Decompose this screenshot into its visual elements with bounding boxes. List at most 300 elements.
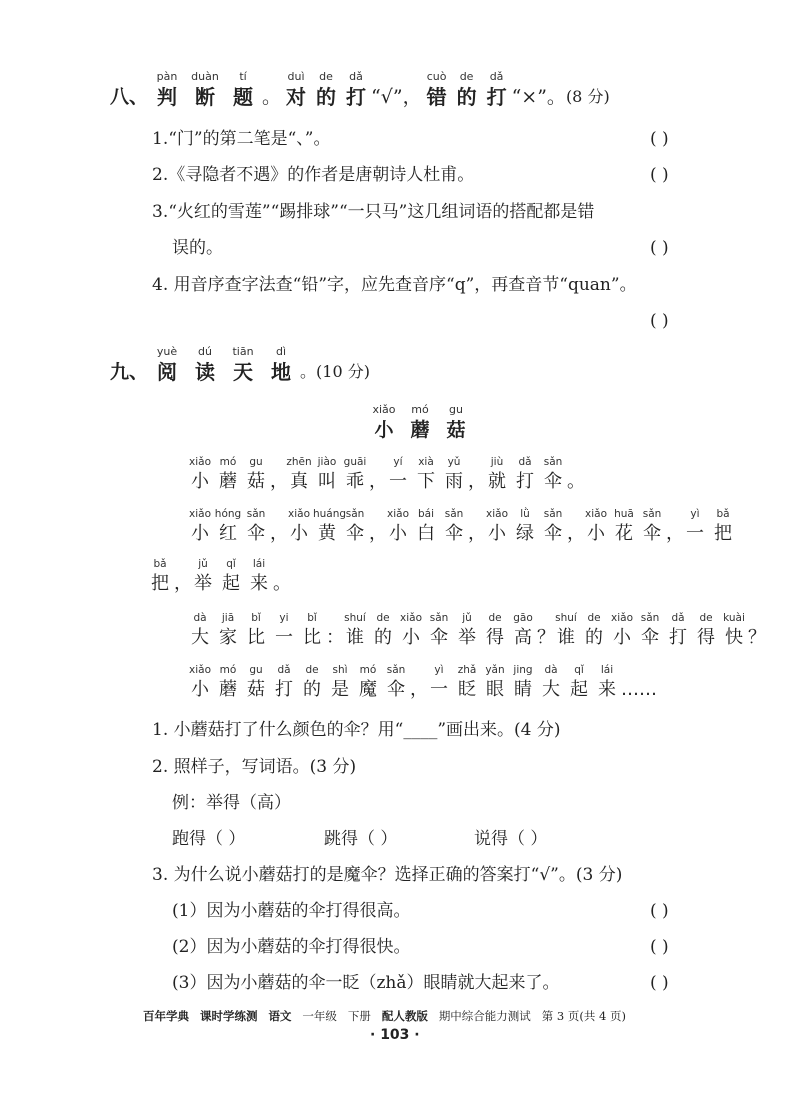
pinyin: dì — [275, 345, 287, 358]
hanzi: 高 — [514, 627, 532, 648]
pinyin: de — [699, 612, 713, 624]
s9-blank-1[interactable]: 跑得（ ） — [172, 829, 246, 849]
passage-char — [567, 455, 585, 495]
pinyin: xiǎo — [189, 508, 211, 520]
pinyin: xià — [418, 456, 434, 468]
passage-char — [298, 663, 326, 703]
instruction-char — [281, 70, 311, 110]
passage-char — [720, 611, 748, 651]
pinyin: sǎn — [642, 508, 662, 520]
passage-char — [440, 455, 468, 495]
pinyin: qǐ — [226, 558, 236, 570]
pinyin: dǎ — [277, 664, 291, 676]
pinyin: qǐ — [574, 664, 584, 676]
hanzi: 小 — [374, 419, 394, 441]
hanzi: ： — [326, 627, 344, 648]
s8-answer-box-4[interactable]: ( ) — [650, 311, 669, 331]
story-title-char — [366, 403, 402, 443]
footer-volume: 下册 — [347, 1009, 371, 1023]
pinyin: sǎn — [543, 456, 563, 468]
hanzi: 伞 — [445, 523, 463, 544]
passage-char — [664, 611, 692, 651]
passage-char — [425, 663, 453, 703]
hanzi: 阅 — [157, 360, 178, 384]
pinyin: sǎn — [386, 664, 406, 676]
hanzi: 的 — [456, 85, 477, 109]
hanzi: ？ — [537, 627, 555, 648]
section8-instruction-correct — [281, 70, 371, 110]
pinyin: mó — [411, 403, 429, 416]
hanzi: 大 — [191, 627, 209, 648]
pinyin: yí — [393, 456, 403, 468]
passage-char — [582, 507, 610, 547]
hanzi: 眼 — [486, 679, 504, 700]
hanzi: ， — [369, 523, 387, 544]
pinyin: gu — [249, 456, 263, 468]
hanzi: 魔 — [359, 679, 377, 700]
pinyin — [270, 507, 285, 521]
s9-option-box-3[interactable]: ( ) — [650, 973, 669, 993]
hanzi: 一 — [275, 627, 293, 648]
pinyin: xiǎo — [585, 508, 607, 520]
hanzi: 地 — [271, 360, 292, 384]
pinyin: yǎn — [485, 664, 505, 676]
hanzi: 伞 — [430, 627, 448, 648]
pinyin: guāi — [343, 456, 367, 468]
passage-char — [242, 455, 270, 495]
passage-char — [580, 611, 608, 651]
hanzi: 菇 — [247, 679, 265, 700]
pinyin: yi — [279, 612, 289, 624]
title-char — [262, 345, 300, 385]
hanzi: ， — [369, 471, 387, 492]
passage-char — [313, 455, 341, 495]
hanzi: 。 — [567, 471, 585, 492]
pinyin: tiān — [232, 345, 254, 358]
hanzi: 伞 — [643, 523, 661, 544]
pinyin — [174, 557, 189, 571]
hanzi: 叫 — [318, 471, 336, 492]
s9-option-box-2[interactable]: ( ) — [650, 937, 669, 957]
passage-char — [384, 455, 412, 495]
pinyin: zhēn — [286, 456, 312, 468]
footer-edition: 配人教版 — [381, 1009, 428, 1023]
passage-char — [326, 611, 344, 651]
hanzi: 打 — [275, 679, 293, 700]
section8-heading — [110, 70, 610, 110]
footer-test: 期中综合能力测试 — [438, 1009, 531, 1023]
passage-char — [341, 611, 369, 651]
section8-title — [148, 70, 262, 110]
passage-char — [189, 557, 217, 597]
hanzi: 伞 — [387, 679, 405, 700]
passage-char — [610, 507, 638, 547]
pinyin: sǎn — [246, 508, 266, 520]
hanzi: 黄 — [318, 523, 336, 544]
hanzi: 伞 — [641, 627, 659, 648]
footer-brand: 百年学典 — [143, 1009, 189, 1023]
passage-char — [692, 611, 720, 651]
passage-char — [537, 611, 555, 651]
pinyin: cuò — [426, 70, 447, 83]
pinyin — [326, 611, 341, 625]
s9-blank-2[interactable]: 跳得（ ） — [324, 829, 398, 849]
passage-char — [298, 611, 326, 651]
s9-option-3: (3）因为小蘑菇的伞一眨（zhǎ）眼睛就大起来了。 — [172, 973, 560, 993]
pinyin: shuí — [344, 612, 366, 624]
pinyin: yì — [434, 664, 444, 676]
hanzi: 小 — [290, 523, 308, 544]
passage-char — [382, 663, 410, 703]
passage-char — [214, 663, 242, 703]
pinyin: bǎ — [716, 508, 730, 520]
pinyin — [621, 663, 636, 677]
section8-instruction-wrong — [422, 70, 512, 110]
hanzi: 快 — [725, 627, 743, 648]
s9-option-2: (2）因为小蘑菇的伞打得很快。 — [172, 937, 411, 957]
passage-char — [552, 611, 580, 651]
passage-char — [273, 557, 291, 597]
passage-char — [410, 663, 428, 703]
hanzi: ， — [410, 679, 428, 700]
pinyin — [537, 611, 552, 625]
pinyin: jǔ — [462, 612, 472, 624]
hanzi: ， — [468, 471, 486, 492]
passage-char — [186, 455, 214, 495]
pinyin: dà — [193, 612, 207, 624]
pinyin: xiǎo — [611, 612, 633, 624]
pinyin: jǔ — [198, 558, 208, 570]
story-title-char — [438, 403, 474, 443]
hanzi: 小 — [191, 679, 209, 700]
hanzi: 比 — [303, 627, 321, 648]
hanzi: 菇 — [247, 471, 265, 492]
passage-char — [397, 611, 425, 651]
passage-char — [440, 507, 468, 547]
pinyin: xiǎo — [372, 403, 396, 416]
hanzi: 谁 — [346, 627, 364, 648]
hanzi: 伞 — [247, 523, 265, 544]
pinyin: hóng — [214, 508, 242, 520]
pinyin: jiào — [317, 456, 337, 468]
hanzi: 起 — [570, 679, 588, 700]
title-char — [186, 345, 224, 385]
pinyin: xiǎo — [288, 508, 310, 520]
s9-blank-3[interactable]: 说得（ ） — [474, 829, 548, 849]
title-char — [148, 345, 186, 385]
hanzi: 举 — [458, 627, 476, 648]
hanzi: 断 — [195, 85, 216, 109]
hanzi: 红 — [219, 523, 237, 544]
passage-char — [326, 663, 354, 703]
pinyin: yì — [690, 508, 700, 520]
title-char — [148, 70, 186, 110]
hanzi: 一 — [389, 471, 407, 492]
pinyin: jiù — [490, 456, 504, 468]
hanzi: ， — [270, 523, 288, 544]
hanzi: ？ — [748, 627, 766, 648]
section9-number: 九、 — [110, 361, 149, 383]
pinyin: xiǎo — [189, 664, 211, 676]
passage-char — [537, 663, 565, 703]
passage-char — [468, 507, 486, 547]
hanzi: 雨 — [445, 471, 463, 492]
hanzi: 眨 — [458, 679, 476, 700]
passage-char — [242, 611, 270, 651]
hanzi: 家 — [219, 627, 237, 648]
story-title — [366, 403, 474, 443]
hanzi: 来 — [250, 573, 268, 594]
passage-char — [483, 507, 511, 547]
hanzi: 得 — [486, 627, 504, 648]
hanzi: 错 — [426, 85, 447, 109]
passage-char — [285, 507, 313, 547]
pinyin: dǎ — [489, 70, 504, 83]
hanzi: 来 — [598, 679, 616, 700]
passage-char — [412, 507, 440, 547]
pinyin: sǎn — [640, 612, 660, 624]
hanzi: 打 — [516, 471, 534, 492]
passage-char — [341, 507, 369, 547]
pinyin: lái — [600, 664, 614, 676]
instruction-char — [422, 70, 452, 110]
instruction-char — [341, 70, 371, 110]
s8-answer-box-2[interactable]: ( ) — [650, 165, 669, 185]
title-char — [224, 345, 262, 385]
pinyin: zhǎ — [457, 664, 477, 676]
s9-option-box-1[interactable]: ( ) — [650, 901, 669, 921]
section9-title — [148, 345, 300, 385]
footer-subject: 语文 — [268, 1009, 292, 1023]
pinyin: mó — [219, 456, 237, 468]
s8-answer-box-3[interactable]: ( ) — [650, 238, 669, 258]
passage-line — [146, 557, 291, 597]
pinyin: gu — [249, 664, 263, 676]
passage-char — [384, 507, 412, 547]
passage-line — [186, 455, 585, 495]
passage-char — [186, 507, 214, 547]
pinyin: dà — [544, 664, 558, 676]
hanzi: 题 — [233, 85, 254, 109]
section8-score: (8 分) — [565, 87, 610, 106]
hanzi: ， — [666, 523, 684, 544]
pinyin: xiǎo — [189, 456, 211, 468]
s8-answer-box-1[interactable]: ( ) — [650, 129, 669, 149]
hanzi: …… — [621, 679, 657, 700]
pinyin — [567, 455, 582, 469]
hanzi: 真 — [290, 471, 308, 492]
passage-char — [509, 663, 537, 703]
pinyin: de — [305, 664, 319, 676]
pinyin: xiǎo — [400, 612, 422, 624]
passage-char — [539, 455, 567, 495]
passage-char — [313, 507, 347, 547]
s9-question-2-example: 例：举得（高） — [172, 793, 291, 813]
passage-char — [511, 455, 539, 495]
hanzi: 菇 — [446, 419, 466, 441]
passage-char — [748, 611, 766, 651]
pinyin — [567, 507, 582, 521]
passage-char — [621, 663, 657, 703]
passage-char — [539, 507, 567, 547]
pinyin: de — [488, 612, 502, 624]
passage-char — [217, 557, 245, 597]
pinyin: sǎn — [345, 508, 365, 520]
pinyin: de — [376, 612, 390, 624]
passage-line — [186, 663, 657, 703]
hanzi: 的 — [585, 627, 603, 648]
passage-char — [481, 611, 509, 651]
hanzi: 打 — [669, 627, 687, 648]
passage-char — [425, 611, 453, 651]
passage-char — [270, 611, 298, 651]
title-char — [186, 70, 224, 110]
pinyin: bái — [417, 508, 435, 520]
section8-mark-cross: “×”。 — [511, 86, 566, 108]
passage-char — [453, 611, 481, 651]
passage-char — [354, 663, 382, 703]
s8-question-1: 1.“门”的第二笔是“、”。 — [152, 129, 331, 149]
pinyin: duàn — [191, 70, 219, 83]
pinyin: sǎn — [429, 612, 449, 624]
pinyin — [369, 455, 384, 469]
passage-char — [511, 507, 539, 547]
story-title-char — [402, 403, 438, 443]
pinyin: duì — [287, 70, 305, 83]
passage-char — [174, 557, 192, 597]
passage-char — [369, 507, 387, 547]
hanzi: 对 — [286, 85, 307, 109]
section8-mark-check: “√”， — [371, 86, 422, 108]
pinyin — [666, 507, 681, 521]
section8-sep: 。 — [262, 86, 282, 108]
passage-char — [369, 455, 387, 495]
pinyin: huáng — [313, 508, 347, 520]
pinyin: de — [319, 70, 333, 83]
passage-char — [481, 663, 509, 703]
passage-char — [468, 455, 486, 495]
hanzi: 。 — [273, 573, 291, 594]
instruction-char — [482, 70, 512, 110]
hanzi: 天 — [233, 360, 254, 384]
pinyin — [273, 557, 288, 571]
hanzi: 睛 — [514, 679, 532, 700]
hanzi: 打 — [486, 85, 507, 109]
passage-char — [681, 507, 709, 547]
pinyin: xiǎo — [486, 508, 508, 520]
s8-question-4: 4. 用音序查字法查“铅”字，应先查音序“q”，再查音节“quan”。 — [152, 275, 637, 295]
pinyin: shì — [332, 664, 348, 676]
hanzi: 蘑 — [219, 679, 237, 700]
hanzi: 小 — [191, 523, 209, 544]
hanzi: 把 — [714, 523, 732, 544]
instruction-char — [452, 70, 482, 110]
pinyin: dú — [198, 345, 212, 358]
footer-line — [143, 1008, 626, 1024]
s8-question-3: 3.“火红的雪莲”“踢排球”“一只马”这几组词语的搭配都是错 — [152, 202, 595, 222]
section8-number: 八、 — [110, 86, 149, 108]
pinyin — [270, 455, 285, 469]
s8-question-2: 2.《寻隐者不遇》的作者是唐朝诗人杜甫。 — [152, 165, 475, 185]
pinyin: lái — [252, 558, 266, 570]
passage-char — [214, 507, 242, 547]
hanzi: 小 — [389, 523, 407, 544]
hanzi: 一 — [686, 523, 704, 544]
section9-score: 。(10 分) — [300, 362, 370, 381]
hanzi: 一 — [430, 679, 448, 700]
hanzi: 大 — [542, 679, 560, 700]
pinyin — [748, 611, 763, 625]
passage-char — [245, 557, 273, 597]
hanzi: ， — [567, 523, 585, 544]
passage-char — [242, 663, 270, 703]
pinyin: dǎ — [671, 612, 685, 624]
passage-char — [186, 611, 214, 651]
hanzi: 下 — [417, 471, 435, 492]
instruction-char — [311, 70, 341, 110]
hanzi: 小 — [587, 523, 605, 544]
pinyin — [468, 507, 483, 521]
hanzi: 蘑 — [410, 419, 430, 441]
pinyin: kuài — [723, 612, 745, 624]
passage-char — [593, 663, 621, 703]
pinyin: yuè — [156, 345, 178, 358]
pinyin: dǎ — [518, 456, 532, 468]
passage-char — [186, 663, 214, 703]
hanzi: 打 — [346, 85, 367, 109]
footer-grade: 一年级 — [302, 1009, 337, 1023]
page-number: · 103 · — [370, 1027, 420, 1043]
hanzi: 的 — [374, 627, 392, 648]
passage-char — [270, 663, 298, 703]
hanzi: 绿 — [516, 523, 534, 544]
hanzi: ， — [270, 471, 288, 492]
passage-char — [636, 611, 664, 651]
passage-char — [242, 507, 270, 547]
s9-question-1: 1. 小蘑菇打了什么颜色的伞？用“____”画出来。(4 分) — [152, 720, 561, 740]
hanzi: ， — [174, 573, 192, 594]
s9-option-1: (1）因为小蘑菇的伞打得很高。 — [172, 901, 411, 921]
pinyin — [468, 455, 483, 469]
section9-heading — [110, 345, 370, 385]
pinyin: sǎn — [543, 508, 563, 520]
passage-line — [186, 611, 766, 651]
pinyin — [410, 663, 425, 677]
passage-char — [709, 507, 737, 547]
pinyin: yǔ — [447, 456, 461, 468]
footer-series: 课时学练测 — [199, 1009, 258, 1023]
pinyin: gu — [449, 403, 463, 416]
hanzi: 伞 — [346, 523, 364, 544]
pinyin: pàn — [156, 70, 178, 83]
pinyin: xiǎo — [387, 508, 409, 520]
pinyin: jiā — [221, 612, 235, 624]
pinyin: gāo — [513, 612, 533, 624]
passage-char — [270, 507, 288, 547]
pinyin: tí — [239, 70, 247, 83]
hanzi: 是 — [331, 679, 349, 700]
passage-char — [666, 507, 684, 547]
hanzi: 起 — [222, 573, 240, 594]
passage-char — [214, 455, 242, 495]
hanzi: 蘑 — [219, 471, 237, 492]
passage-char — [285, 455, 313, 495]
pinyin: sǎn — [444, 508, 464, 520]
pinyin: mó — [219, 664, 237, 676]
hanzi: 小 — [488, 523, 506, 544]
pinyin: de — [587, 612, 601, 624]
passage-char — [412, 455, 440, 495]
